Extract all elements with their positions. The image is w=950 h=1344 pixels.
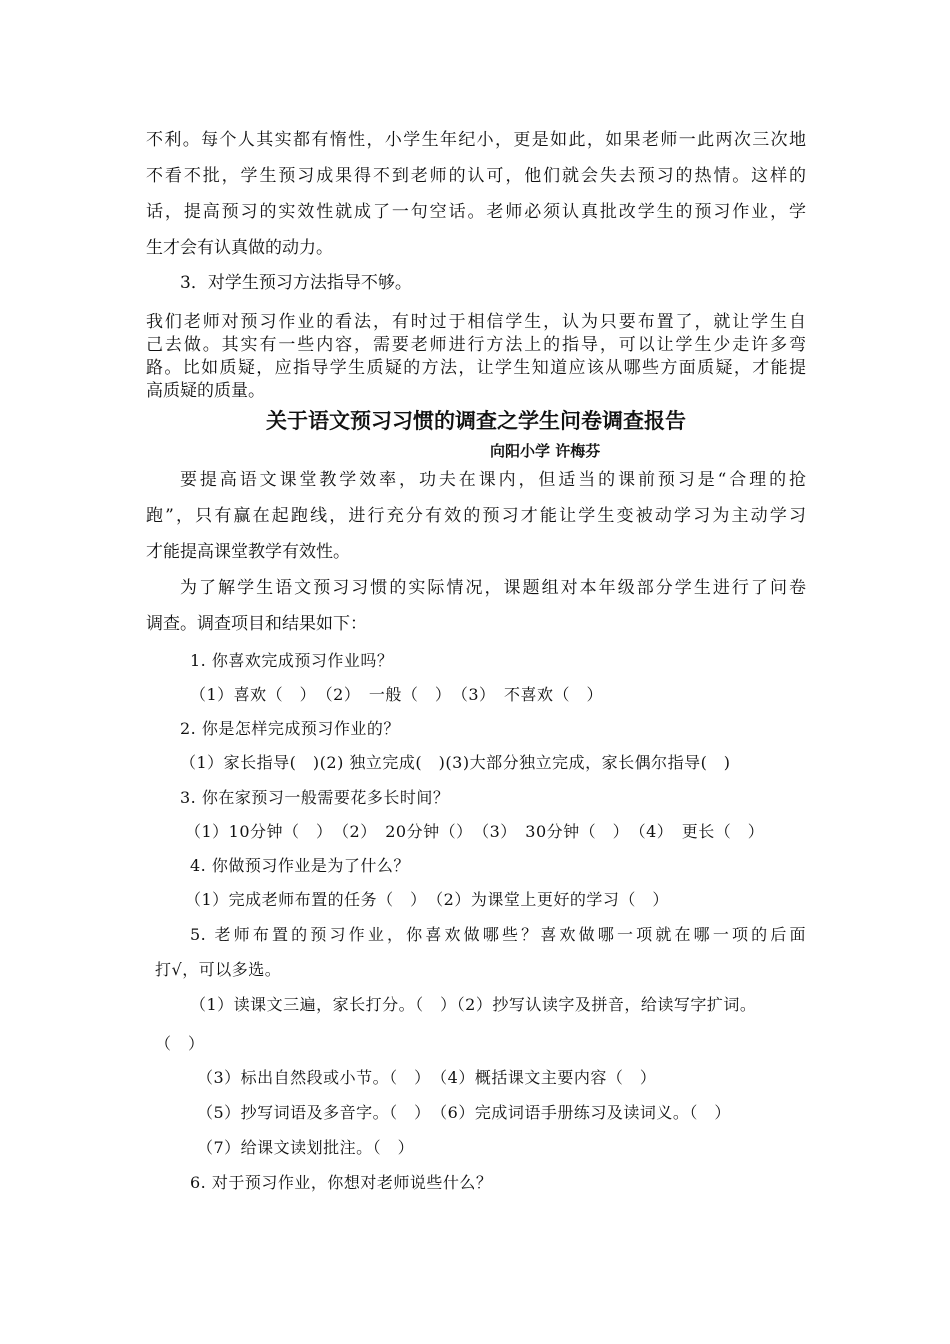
survey-options: （1）喜欢（ ） （2） 一般（ ） （3） 不喜欢（ ）: [190, 685, 604, 704]
survey-options: （7）给课文读划批注。（ ）: [197, 1138, 415, 1157]
survey-question: 打√，可以多选。: [155, 960, 282, 979]
purpose-line: 调查。调查项目和结果如下：: [146, 614, 367, 634]
survey-options: （3）标出自然段或小节。（ ） （4）概括课文主要内容（ ）: [197, 1068, 657, 1087]
paragraph-line: 不看不批，学生预习成果得不到老师的认可，他们就会失去预习的热情。这样的: [146, 166, 806, 186]
paragraph-line: 己去做。其实有一些内容，需要老师进行方法上的指导，可以让学生少走许多弯: [146, 335, 806, 355]
paragraph-line: 路。比如质疑，应指导学生质疑的方法，让学生知道应该从哪些方面质疑，才能提: [146, 358, 806, 378]
intro-line: 才能提高课堂教学有效性。: [146, 542, 350, 562]
paragraph-line: 高质疑的质量。: [146, 381, 265, 401]
survey-options: （ ）: [155, 1034, 205, 1053]
survey-question: 5. 老师布置的预习作业，你喜欢做哪些？喜欢做哪一项就在哪一项的后面: [190, 925, 806, 944]
survey-options: （5）抄写词语及多音字。（ ） （6）完成词语手册练习及读词义。（ ）: [197, 1103, 731, 1122]
intro-line: 跑”，只有赢在起跑线，进行充分有效的预习才能让学生变被动学习为主动学习: [146, 506, 806, 526]
paragraph-line: 话，提高预习的实效性就成了一句空话。老师必须认真批改学生的预习作业，学: [146, 202, 806, 222]
paragraph-line: 不利。每个人其实都有惰性，小学生年纪小，更是如此，如果老师一此两次三次地: [146, 130, 806, 150]
survey-question: 6. 对于预习作业，你想对老师说些什么？: [190, 1173, 493, 1192]
survey-question: 3. 你在家预习一般需要花多长时间？: [180, 788, 450, 807]
survey-question: 4. 你做预习作业是为了什么？: [190, 856, 410, 875]
report-title: 关于语文预习习惯的调查之学生问卷调查报告: [266, 409, 686, 433]
survey-options: （1）10分钟（ ） （2） 20分钟（） （3） 30分钟（ ） （4） 更长（ ）: [185, 822, 765, 841]
purpose-line: 为了解学生语文预习习惯的实际情况，课题组对本年级部分学生进行了问卷: [180, 578, 806, 598]
survey-options: （1）读课文三遍，家长打分。（ ）（2）抄写认读字及拼音，给读写字扩词。: [190, 995, 757, 1014]
paragraph-line: 生才会有认真做的动力。: [146, 238, 333, 258]
survey-question: 2. 你是怎样完成预习作业的？: [180, 719, 400, 738]
survey-options: （1）家长指导( )(2) 独立完成( )(3)大部分独立完成，家长偶尔指导( ): [180, 753, 731, 772]
survey-options: （1）完成老师布置的任务（ ） （2）为课堂上更好的学习（ ）: [185, 890, 669, 909]
section-heading: 3．对学生预习方法指导不够。: [180, 273, 412, 293]
report-author: 向阳小学 许梅芬: [490, 442, 601, 460]
survey-question: 1. 你喜欢完成预习作业吗？: [190, 651, 394, 670]
paragraph-line: 我们老师对预习作业的看法，有时过于相信学生，认为只要布置了，就让学生自: [146, 312, 806, 332]
intro-line: 要提高语文课堂教学效率，功夫在课内，但适当的课前预习是“合理的抢: [180, 470, 806, 490]
